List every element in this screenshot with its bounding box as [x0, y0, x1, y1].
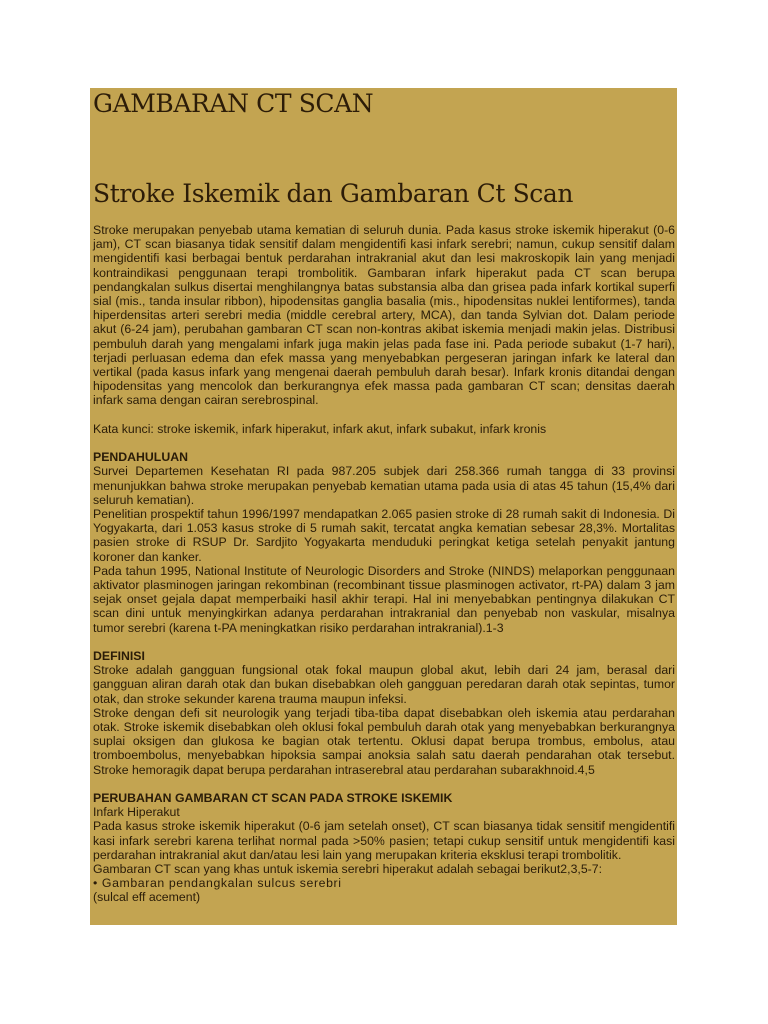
subheading-infark-hiperakut: Infark Hiperakut: [93, 805, 180, 820]
perubahan-paragraph-1: Pada kasus stroke iskemik hiperakut (0-6 jam setelah onset), CT scan biasanya tidak sensitif mengidentifi kasi infark serebri karena terlihat normal pada >50% pasien; tetapi cukup sensitif untuk mengidentifi kasi perdarahan intrakranial akut dan/atau lesi lain yang merupakan kriteria eksklusi terapi trombolitik.: [93, 819, 675, 862]
article-title: Stroke Iskemik dan Gambaran Ct Scan: [93, 179, 574, 208]
document-page: [90, 88, 677, 925]
keywords-line: Kata kunci: stroke iskemik, infark hiperakut, infark akut, infark subakut, infark kronis: [93, 421, 547, 436]
page-title: GAMBARAN CT SCAN: [93, 89, 374, 118]
bullet-continuation: (sulcal eff acement): [93, 890, 201, 905]
pendahuluan-paragraph-1: Survei Departemen Kesehatan RI pada 987.205 subjek dari 258.366 rumah tangga di 33 provinsi menunjukkan bahwa stroke merupakan penyebab kematian utama pada usia di atas 45 tahun (15,4% dari seluruh kematian).: [93, 464, 675, 507]
perubahan-paragraph-2: Gambaran CT scan yang khas untuk iskemia serebri hiperakut adalah sebagai berikut2,3,5-7:: [93, 862, 603, 877]
definisi-paragraph-2: Stroke dengan defi sit neurologik yang terjadi tiba-tiba dapat disebabkan oleh iskemia atau perdarahan otak. Stroke iskemik disebabkan oleh oklusi fokal pembuluh darah otak yang menyebabkan berkurangnya suplai oksigen dan glukosa ke bagian otak tertentu. Oklusi dapat berupa trombus, embolus, atau tromboembolus, menyebabkan hipoksia sampai anoksia salah satu daerah pendarahan otak tersebut. Stroke hemoragik dapat berupa perdarahan intraserebral atau perdarahan subarakhnoid.4,5: [93, 705, 675, 777]
section-heading-perubahan: PERUBAHAN GAMBARAN CT SCAN PADA STROKE ISKEMIK: [93, 791, 453, 806]
abstract-paragraph: Stroke merupakan penyebab utama kematian di seluruh dunia. Pada kasus stroke iskemik hiperakut (0-6 jam), CT scan biasanya tidak sensitif dalam mengidentifi kasi infark serebri; namun, cukup sensitif dalam mengidentifi kasi berbagai bentuk perdarahan intrakranial akut dan lesi makroskopik lain yang menjadi kontraindikasi penggunaan terapi trombolitik. Gambaran infark hiperakut pada CT scan berupa pendangkalan sulkus disertai menghilangnya batas substansia alba dan grisea pada infark kortikal superfi sial (mis., tanda insular ribbon), hipodensitas ganglia basalia (mis., hipodensitas nuklei lentiformes), tanda hiperdensitas arteri serebri media (middle cerebral artery, MCA), dan tanda Sylvian dot. Dalam periode akut (6-24 jam), perubahan gambaran CT scan non-kontras akibat iskemia menjadi makin jelas. Distribusi pembuluh darah yang mengalami infark juga makin jelas pada fase ini. Pada periode subakut (1-7 hari), terjadi perluasan edema dan efek massa yang menyebabkan pergeseran jaringan infark ke lateral dan vertikal (pada kasus infark yang mengenai daerah pembuluh darah besar). Infark kronis ditandai dengan hipodensitas yang mencolok dan berkurangnya efek massa pada gambaran CT scan; densitas daerah infark sama dengan cairan serebrospinal.: [93, 223, 675, 408]
section-heading-definisi: DEFINISI: [93, 649, 145, 664]
article-body: [93, 223, 675, 905]
pendahuluan-paragraph-3: Pada tahun 1995, National Institute of Neurologic Disorders and Stroke (NINDS) melaporkan penggunaan aktivator plasminogen jaringan rekombinan (recombinant tissue plasminogen activator, rt-PA) dalam 3 jam sejak onset gejala dapat memperbaiki hasil akhir terapi. Hal ini menyebabkan pentingnya dilakukan CT scan dini untuk menyingkirkan adanya perdarahan intrakranial dan penyebab non vaskular, misalnya tumor serebri (karena t-PA meningkatkan risiko perdarahan intrakranial).1-3: [93, 563, 675, 635]
section-heading-pendahuluan: PENDAHULUAN: [93, 450, 188, 465]
pendahuluan-paragraph-2: Penelitian prospektif tahun 1996/1997 mendapatkan 2.065 pasien stroke di 28 rumah sakit di Indonesia. Di Yogyakarta, dari 1.053 kasus stroke di 5 rumah sakit, tercatat angka kematian sebesar 28,3%. Mortalitas pasien stroke di RSUP Dr. Sardjito Yogyakarta menduduki peringkat ketiga setelah penyakit jantung koroner dan kanker.: [93, 507, 675, 564]
bullet-item: • Gambaran pendangkalan sulcus serebri: [93, 876, 342, 891]
definisi-paragraph-1: Stroke adalah gangguan fungsional otak fokal maupun global akut, lebih dari 24 jam, berasal dari gangguan aliran darah otak dan bukan disebabkan oleh gangguan peredaran darah otak sepintas, tumor otak, dan stroke sekunder karena trauma maupun infeksi.: [93, 663, 675, 706]
